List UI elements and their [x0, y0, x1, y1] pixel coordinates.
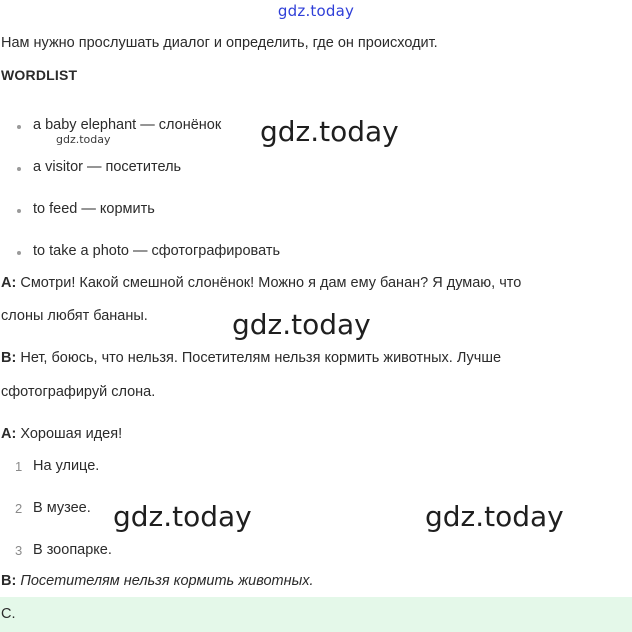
- task-text: Нам нужно прослушать диалог и определить, где он происходит.: [1, 35, 438, 51]
- speaker-label: B:: [1, 350, 17, 366]
- speaker-label: A:: [1, 275, 17, 291]
- answer-highlight: [0, 597, 632, 632]
- top-watermark-logo: gdz.today: [277, 2, 355, 20]
- option-text: На улице.: [33, 458, 100, 474]
- dialog-line-continued: слоны любят бананы.: [1, 308, 148, 324]
- dialog-text: Смотри! Какой смешной слонёнок! Можно я дам ему банан? Я думаю, что: [20, 275, 522, 291]
- wordlist-item: [33, 117, 221, 133]
- wordlist-item-text: a baby elephant — слонёнок: [33, 117, 222, 133]
- watermark: gdz.today: [232, 308, 371, 341]
- option-number: 2: [15, 501, 23, 516]
- dialog-line: [1, 350, 501, 366]
- option-item: [15, 458, 100, 474]
- wordlist-item-text: a visitor — посетитель: [33, 159, 182, 175]
- watermark: gdz.today: [425, 500, 564, 533]
- option-item: [15, 500, 91, 516]
- dialog-line: [1, 426, 122, 442]
- option-item: [15, 542, 112, 558]
- option-number: 3: [15, 543, 23, 558]
- wordlist-item: [33, 201, 155, 217]
- wordlist-item: [33, 159, 181, 175]
- dialog-text: Хорошая идея!: [20, 426, 123, 442]
- watermark: gdz.today: [260, 115, 399, 148]
- dialog-line-continued: сфотографируй слона.: [1, 384, 156, 400]
- watermark-small: gdz.today: [56, 133, 111, 146]
- speaker-label: B:: [1, 573, 17, 589]
- answer-text: Посетителям нельзя кормить животных.: [20, 573, 314, 589]
- dialog-line: [1, 275, 521, 291]
- wordlist-item-text: to feed — кормить: [33, 201, 155, 217]
- dialog-text: Нет, боюсь, что нельзя. Посетителям нельзя кормить животных. Лучше: [20, 350, 502, 366]
- answer-c-text: С.: [1, 606, 16, 622]
- wordlist-item-text: to take a photo — сфотографировать: [33, 243, 281, 259]
- wordlist-heading: WORDLIST: [1, 67, 78, 83]
- option-number: 1: [15, 459, 23, 474]
- option-text: В зоопарке.: [33, 542, 112, 558]
- answer-line: [1, 573, 314, 589]
- speaker-label: A:: [1, 426, 17, 442]
- watermark: gdz.today: [113, 500, 252, 533]
- option-text: В музее.: [33, 500, 91, 516]
- wordlist-item: [33, 243, 280, 259]
